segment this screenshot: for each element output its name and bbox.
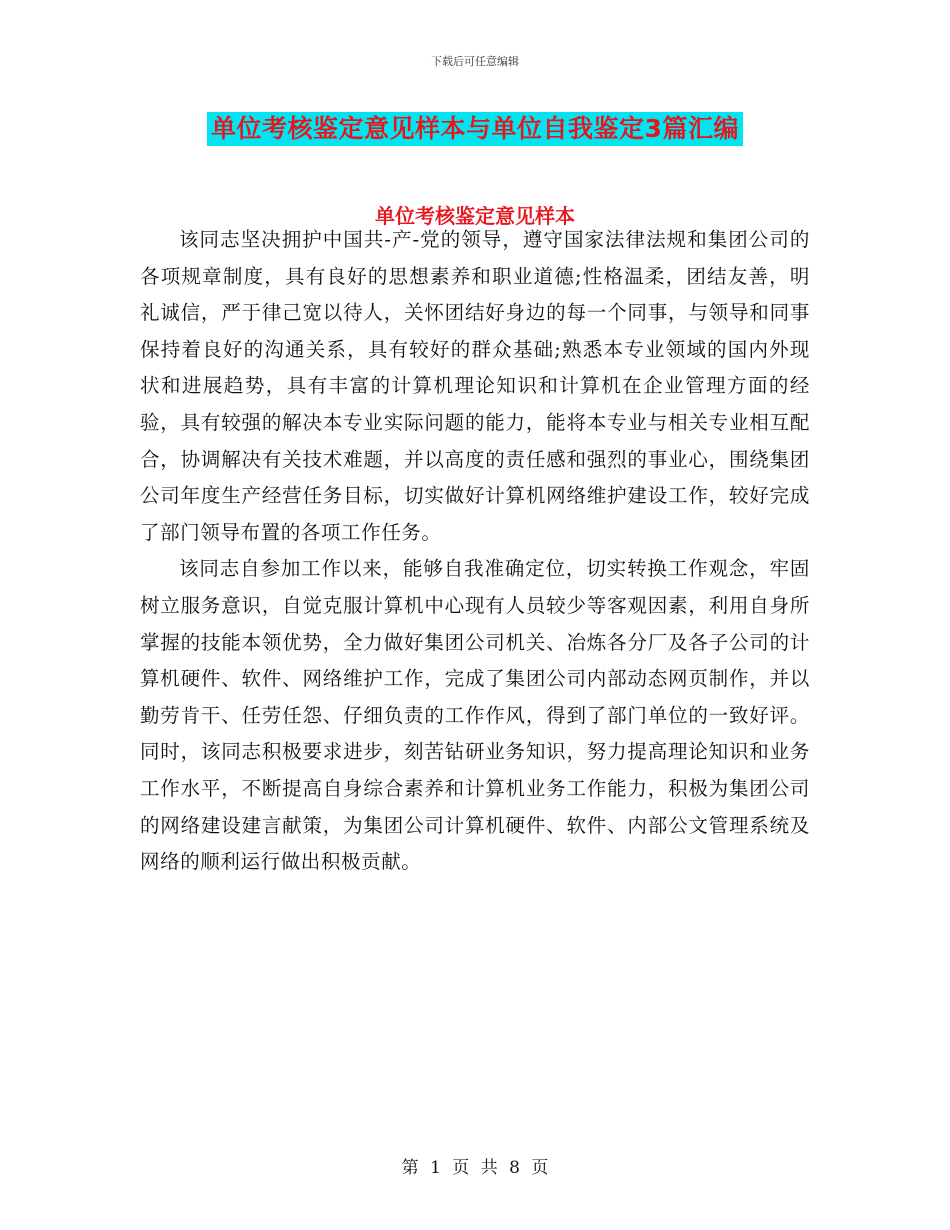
- document-body: [140, 222, 810, 881]
- header-note: 下载后可任意编辑: [431, 55, 519, 68]
- section-title: 单位考核鉴定意见样本: [375, 204, 575, 228]
- page-footer: 第 1 页 共 8 页: [401, 1158, 549, 1178]
- main-title: 单位考核鉴定意见样本与单位自我鉴定3篇汇编: [207, 112, 743, 146]
- paragraph-1: 该同志坚决拥护中国共-产-党的领导，遵守国家法律法规和集团公司的各项规章制度，具有良好的思想素养和职业道德;性格温柔，团结友善，明礼诚信，严于律己宽以待人，关怀团结好身边的每一个同事，与领导和同事保持着良好的沟通关系，具有较好的群众基础;熟悉本专业领域的国内外现状和进展趋势，具有丰富的计算机理论知识和计算机在企业管理方面的经验，具有较强的解决本专业实际问题的能力，能将本专业与相关专业相互配合，协调解决有关技术难题，并以高度的责任感和强烈的事业心，围绕集团公司年度生产经营任务目标，切实做好计算机网络维护建设工作，较好完成了部门领导布置的各项工作任务。: [140, 228, 810, 544]
- paragraph-2: 该同志自参加工作以来，能够自我准确定位，切实转换工作观念，牢固树立服务意识，自觉克服计算机中心现有人员较少等客观因素，利用自身所掌握的技能本领优势，全力做好集团公司机关、冶炼各分厂及各子公司的计算机硬件、软件、网络维护工作，完成了集团公司内部动态网页制作，并以勤劳肯干、任劳任怨、仔细负责的工作作风，得到了部门单位的一致好评。同时，该同志积极要求进步，刻苦钻研业务知识，努力提高理论知识和业务工作水平，不断提高自身综合素养和计算机业务工作能力，积极为集团公司的网络建设建言献策，为集团公司计算机硬件、软件、内部公文管理系统及网络的顺利运行做出积极贡献。: [140, 557, 810, 874]
- main-title-container: [0, 112, 950, 146]
